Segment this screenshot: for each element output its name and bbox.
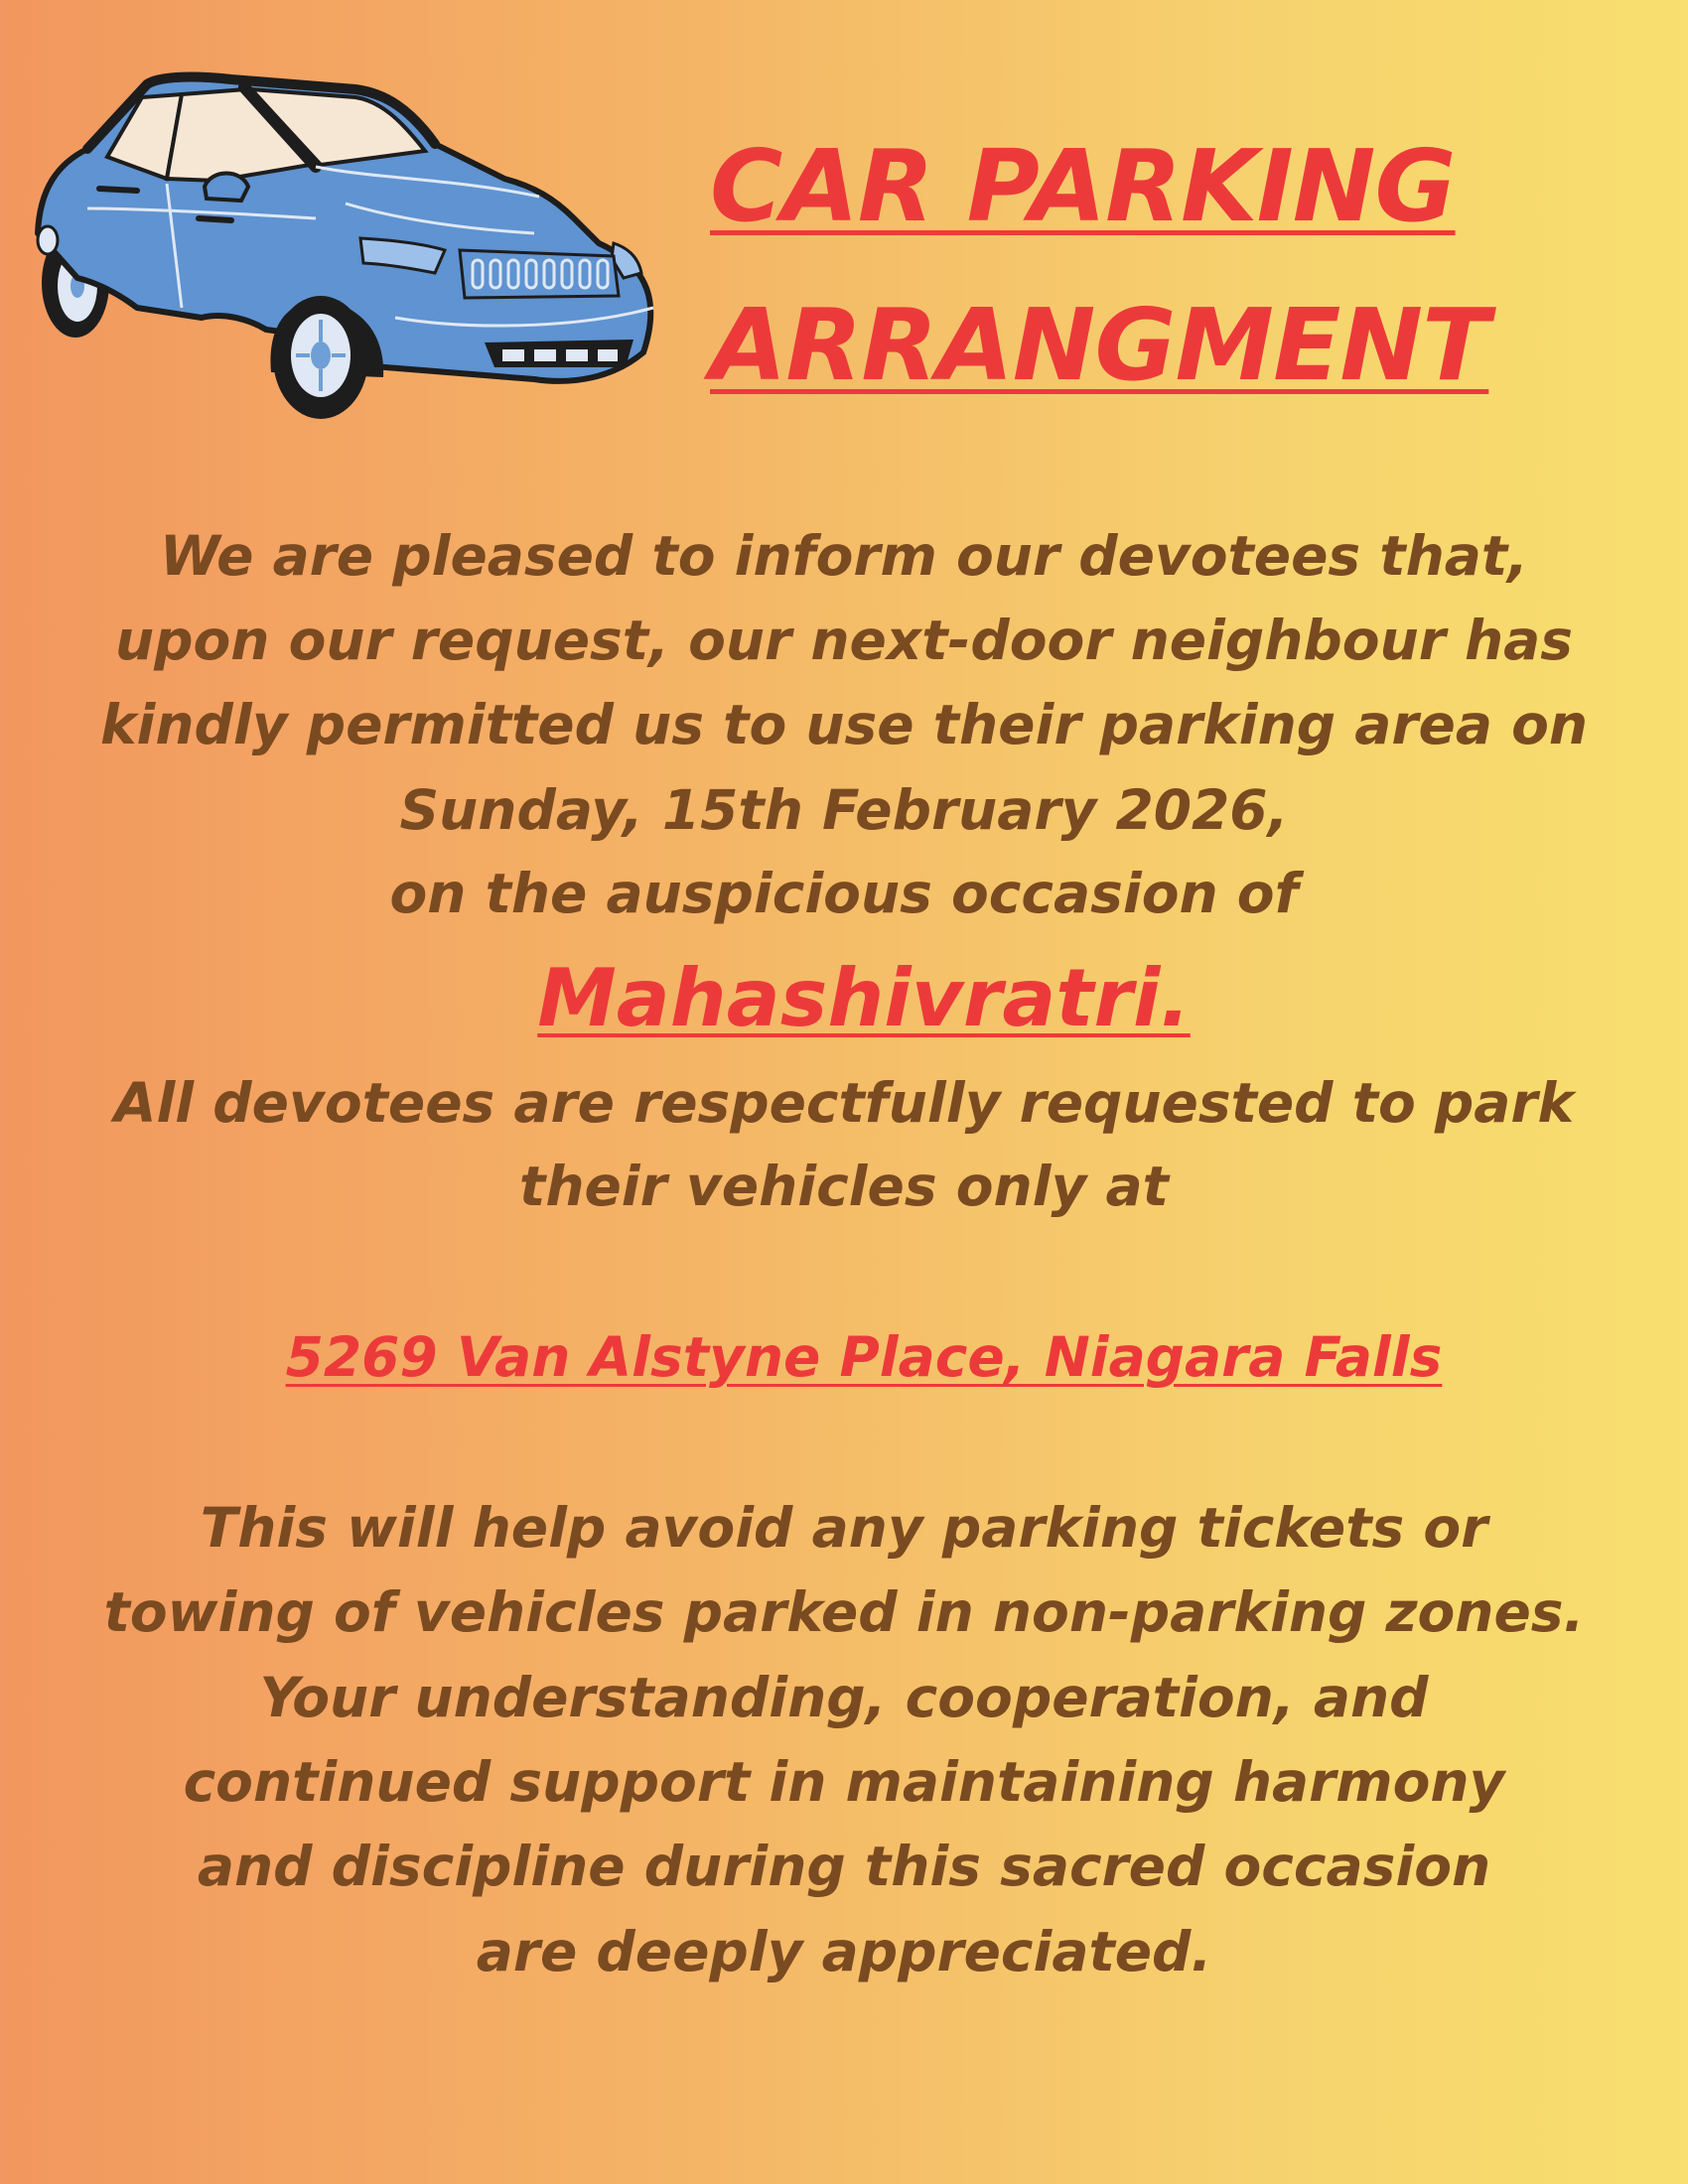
request-line: their vehicles only at: [519, 1155, 1169, 1218]
intro-line: upon our request, our next-door neighbour has: [114, 609, 1574, 672]
closing-line: and discipline during this sacred occasion: [197, 1835, 1491, 1898]
closing-line: Your understanding, cooperation, and: [259, 1666, 1429, 1729]
intro-line: We are pleased to inform our devotees that,: [159, 524, 1529, 588]
request-line: All devotees are respectfully requested to park: [113, 1071, 1575, 1135]
title-line-2: ARRANGMENT: [710, 287, 1489, 403]
closing-line: continued support in maintaining harmony: [183, 1750, 1505, 1814]
occasion-name: Mahashivratri.: [537, 952, 1191, 1044]
intro-line: kindly permitted us to use their parking area on: [99, 693, 1589, 756]
title-line-1: CAR PARKING: [710, 128, 1456, 244]
closing-line: towing of vehicles parked in non-parking zones.: [103, 1580, 1585, 1644]
event-date: Sunday, 15th February 2026,: [399, 778, 1289, 842]
car-icon: [18, 69, 663, 437]
closing-line: This will help avoid any parking tickets or: [200, 1496, 1488, 1560]
closing-line: are deeply appreciated.: [476, 1920, 1212, 1983]
parking-address: 5269 Van Alstyne Place, Niagara Falls: [285, 1325, 1443, 1389]
intro-line: on the auspicious occasion of: [389, 862, 1299, 925]
